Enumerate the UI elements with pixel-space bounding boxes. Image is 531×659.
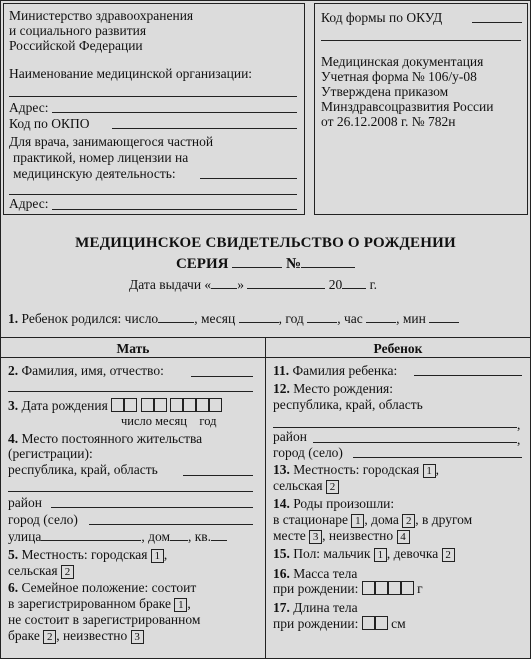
born-num: 1. (8, 311, 19, 326)
born-year-label: , год (278, 311, 304, 326)
series-field[interactable] (232, 255, 282, 268)
child-f15-num: 15. (273, 546, 290, 561)
license-line-3: медицинскую деятельность: (13, 166, 176, 181)
mother-f2-num: 2. (8, 363, 19, 378)
child-f16b (273, 581, 423, 596)
year-suffix: г. (369, 277, 377, 292)
okud-field[interactable] (472, 22, 522, 23)
mother-notmarried-label: браке (8, 628, 40, 643)
child-f17-num: 17. (273, 600, 290, 615)
ministry-line-2: и социального развития (9, 23, 147, 38)
birth-month-boxes[interactable] (141, 398, 167, 413)
mother-house-field[interactable] (170, 528, 188, 541)
child-city-field[interactable] (353, 457, 522, 458)
born-hour-field[interactable] (366, 310, 396, 323)
child-other-place-label: месте (273, 528, 306, 543)
birth-year-boxes[interactable] (170, 398, 222, 413)
child-birth-unknown-label: , неизвестно (322, 528, 394, 543)
child-f17-label: Длина тела (293, 600, 358, 615)
issue-day-field[interactable] (211, 276, 237, 289)
child-f14b (273, 512, 472, 528)
year-prefix: 20 (328, 277, 343, 292)
child-f14-label: Роды произошли: (293, 496, 395, 511)
mother-f3-label: Дата рождения (21, 398, 108, 413)
mother-rural-code[interactable]: 2 (61, 565, 74, 579)
issue-month-field[interactable] (247, 276, 325, 289)
mother-f2-label: Фамилия, имя, отчество: (21, 363, 164, 378)
child-length-label: при рождении: (273, 616, 359, 631)
child-f16-num: 16. (273, 566, 290, 581)
child-city-label: город (село) (273, 445, 343, 460)
mother-unknown-code[interactable]: 3 (131, 630, 144, 644)
child-birth-unknown-code[interactable]: 4 (397, 530, 410, 544)
child-district-field[interactable] (313, 442, 517, 443)
mother-notmarried-code[interactable]: 2 (43, 630, 56, 644)
child-rural-label: сельская (273, 478, 323, 493)
doc-info-5: от 26.12.2008 г. № 782н (321, 114, 456, 129)
child-f13-label: Местность: городская (293, 462, 420, 477)
child-district-label: район (273, 429, 307, 444)
mother-f5: 5. Местность: городская 1 , (8, 547, 168, 562)
mother-region-field-2[interactable] (8, 491, 253, 492)
child-urban-code[interactable]: 1 (423, 464, 436, 478)
organization-box (3, 3, 305, 215)
mother-district-label: район (8, 495, 42, 510)
issue-date-close: » (237, 277, 244, 292)
mother-name-field-2[interactable] (8, 391, 253, 392)
ministry-line-1: Министерство здравоохранения (9, 8, 194, 23)
mother-f6b: в зарегистрированном браке 1 , (8, 596, 191, 611)
mother-district-field[interactable] (51, 507, 253, 508)
doc-info-3: Утверждена приказом (321, 84, 449, 99)
certificate-title: МЕДИЦИНСКОЕ СВИДЕТЕЛЬСТВО О РОЖДЕНИИ (75, 235, 456, 251)
child-region-comma: , (517, 417, 521, 432)
mother-f6-num: 6. (8, 580, 19, 595)
mother-f6c: не состоит в зарегистрированном (8, 612, 201, 627)
child-f12b: республика, край, область (273, 397, 423, 412)
mother-name-field[interactable] (191, 376, 253, 377)
child-weight-label: при рождении: (273, 581, 359, 596)
mother-f6 (8, 580, 196, 595)
child-other-code[interactable]: 3 (309, 530, 322, 544)
doc-info-4: Минздравсоцразвития России (321, 99, 494, 114)
child-girl-code[interactable]: 2 (442, 548, 455, 562)
child-f11-num: 11. (273, 363, 290, 378)
born-row (8, 310, 459, 326)
mother-urban-code[interactable]: 1 (151, 549, 164, 563)
address-label: Адрес: (9, 100, 49, 115)
child-f12-num: 12. (273, 381, 290, 396)
mother-street-row (8, 528, 227, 544)
okud-field-2[interactable] (321, 40, 521, 41)
mother-street-label: улица (8, 529, 42, 544)
child-rural-code[interactable]: 2 (326, 480, 339, 494)
number-field[interactable] (301, 255, 355, 268)
mother-f5-rural (8, 563, 74, 579)
birth-day-boxes[interactable] (111, 398, 137, 413)
mother-f6d (8, 628, 144, 644)
mother-region-field[interactable] (183, 475, 253, 476)
mother-city-field[interactable] (89, 524, 253, 525)
mother-f2 (8, 363, 164, 378)
child-district-comma: , (517, 432, 521, 447)
okpo-field[interactable] (112, 128, 297, 129)
mother-f6-label: Семейное положение: состоит (21, 580, 197, 595)
number-label: № (285, 256, 302, 272)
address2-label: Адрес: (9, 196, 49, 211)
series-label: СЕРИЯ (175, 256, 229, 272)
org-name-label: Наименование медицинской организации: (9, 66, 253, 81)
mother-f5-num: 5. (8, 547, 19, 562)
series-row (1, 255, 530, 272)
mother-city-label: город (село) (8, 512, 78, 527)
mother-f4c: республика, край, область (8, 462, 158, 477)
child-weight-boxes[interactable] (362, 581, 414, 596)
issue-year-field[interactable] (342, 276, 366, 289)
okpo-label: Код по ОКПО (9, 116, 90, 131)
child-f11-label: Фамилия ребенка: (292, 363, 398, 378)
born-month-field[interactable] (239, 310, 279, 323)
child-f16 (273, 566, 357, 581)
child-length-unit: см (391, 616, 406, 631)
child-header: Ребенок (373, 341, 423, 356)
mother-street-field[interactable] (41, 528, 141, 541)
child-f14c (273, 528, 410, 544)
mother-flat-field[interactable] (211, 528, 227, 541)
child-f13-rural (273, 478, 339, 494)
child-length-boxes[interactable] (362, 616, 388, 631)
child-hospital-code[interactable]: 1 (351, 514, 364, 528)
mother-f4 (8, 431, 202, 446)
child-f14 (273, 496, 394, 511)
mother-f3-num: 3. (8, 398, 19, 413)
license-field[interactable] (200, 178, 297, 179)
born-hour-label: , час (337, 311, 363, 326)
child-weight-unit: г (417, 581, 423, 596)
child-f11 (273, 363, 397, 378)
born-min-field[interactable] (429, 310, 459, 323)
born-day-field[interactable] (158, 310, 194, 323)
mother-unknown-label: , неизвестно (56, 628, 128, 643)
child-girl-label: , девочка (386, 546, 439, 561)
child-f12-label: Место рождения: (293, 381, 394, 396)
address2-field[interactable] (52, 209, 297, 210)
table-column-divider (265, 337, 266, 658)
child-home-code[interactable]: 2 (402, 514, 415, 528)
license-line-2: практикой, номер лицензии на (13, 150, 189, 165)
born-year-field[interactable] (307, 310, 337, 323)
child-f14-num: 14. (273, 496, 290, 511)
child-f16-label: Масса тела (293, 566, 358, 581)
okud-label: Код формы по ОКУД (321, 10, 443, 25)
mother-f3 (8, 398, 222, 413)
mother-f4-num: 4. (8, 431, 19, 446)
mother-married-code[interactable]: 1 (174, 598, 187, 612)
issue-date-label: Дата выдачи « (129, 277, 212, 292)
child-f15 (273, 546, 455, 562)
child-hospital-label: в стационаре (273, 512, 348, 527)
born-min-label: , мин (396, 311, 426, 326)
mother-married-label: в зарегистрированном браке (8, 596, 171, 611)
issue-date-row (129, 276, 377, 292)
child-f12 (273, 381, 393, 396)
mother-flat-label: , кв. (188, 529, 212, 544)
mother-f4-label: Место постоянного жительства (21, 431, 203, 446)
child-home-label: , дома (364, 512, 399, 527)
document-info-box (314, 3, 528, 215)
mother-f5-label: Местность: городская (21, 547, 148, 562)
child-f13-num: 13. (273, 462, 290, 477)
license-line-1: Для врача, занимающегося частной (9, 134, 214, 149)
child-f15-label: Пол: мальчик (293, 546, 371, 561)
birth-date-caption: число месяц год (121, 414, 217, 428)
mother-f4b: (регистрации): (8, 446, 93, 461)
child-f13: 13. Местность: городская 1 , (273, 462, 440, 477)
child-region-field[interactable] (273, 427, 517, 428)
child-surname-field[interactable] (414, 375, 522, 376)
born-label: Ребенок родился: число (21, 311, 159, 326)
mother-rural-label: сельская (8, 563, 58, 578)
address-field[interactable] (52, 112, 297, 113)
org-name-field[interactable] (9, 96, 297, 97)
child-boy-code[interactable]: 1 (374, 548, 387, 562)
ministry-line-3: Российской Федерации (9, 38, 143, 53)
license-field-2[interactable] (9, 194, 297, 195)
mother-house-label: , дом (141, 529, 170, 544)
child-f17b (273, 616, 406, 631)
doc-info-1: Медицинская документация (321, 54, 484, 69)
child-other-label: , в другом (415, 512, 473, 527)
mother-header: Мать (116, 341, 150, 356)
born-month-label: , месяц (194, 311, 236, 326)
doc-info-2: Учетная форма № 106/у-08 (321, 69, 477, 84)
child-f17 (273, 600, 358, 615)
